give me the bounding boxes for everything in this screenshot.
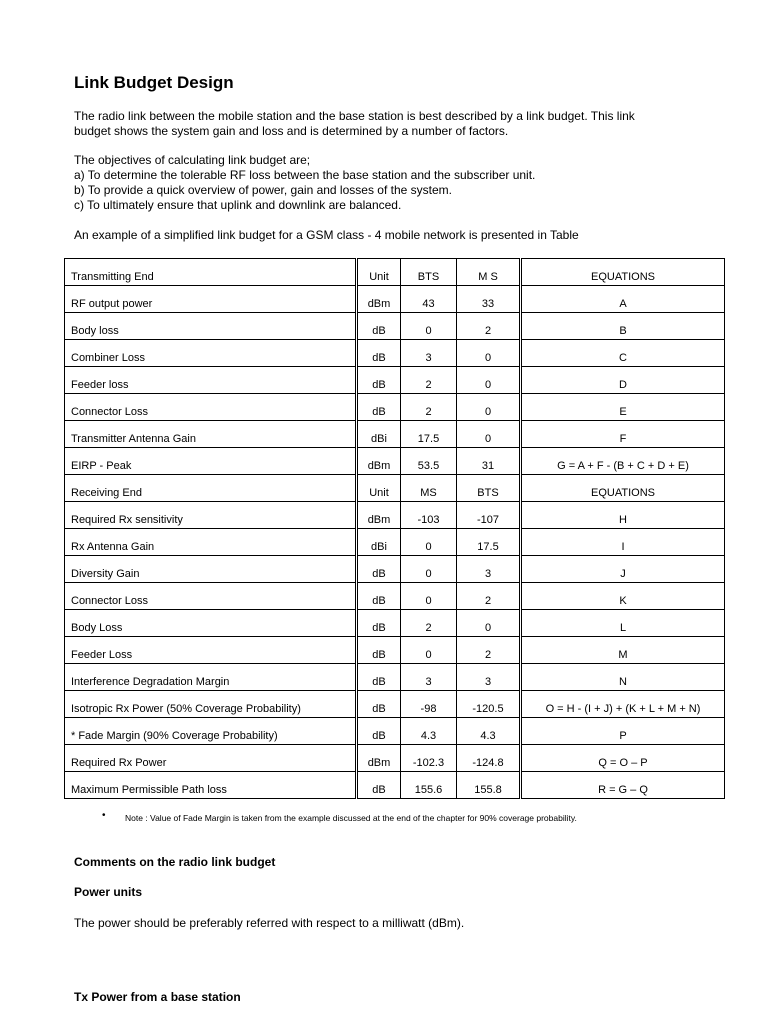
intro-line: budget shows the system gain and loss and is determined by a number of factors. xyxy=(74,124,509,138)
cell-value-2: 0 xyxy=(457,610,521,637)
receiving-header-value-1: MS xyxy=(401,475,457,502)
cell-parameter: RF output power xyxy=(65,286,357,313)
cell-parameter: Required Rx Power xyxy=(65,745,357,772)
intro-paragraph xyxy=(74,109,704,139)
cell-value-1: 0 xyxy=(401,556,457,583)
cell-unit: dB xyxy=(357,664,401,691)
cell-equation: E xyxy=(521,394,725,421)
cell-value-2: 33 xyxy=(457,286,521,313)
table-row xyxy=(65,313,725,340)
cell-parameter: Connector Loss xyxy=(65,394,357,421)
cell-equation: N xyxy=(521,664,725,691)
power-units-text: The power should be preferably referred with respect to a milliwatt (dBm). xyxy=(74,916,465,930)
cell-parameter: Maximum Permissible Path loss xyxy=(65,772,357,799)
cell-unit: dB xyxy=(357,313,401,340)
table-row xyxy=(65,340,725,367)
transmitting-header-row xyxy=(65,259,725,286)
cell-unit: dB xyxy=(357,367,401,394)
table-row xyxy=(65,772,725,799)
cell-equation: Q = O – P xyxy=(521,745,725,772)
cell-value-2: 2 xyxy=(457,313,521,340)
transmitting-header-unit: Unit xyxy=(357,259,401,286)
cell-value-1: 2 xyxy=(401,610,457,637)
table-row xyxy=(65,583,725,610)
cell-value-1: 17.5 xyxy=(401,421,457,448)
receiving-header-value-2: BTS xyxy=(457,475,521,502)
cell-parameter: Isotropic Rx Power (50% Coverage Probability) xyxy=(65,691,357,718)
cell-value-2: 0 xyxy=(457,367,521,394)
cell-equation: D xyxy=(521,367,725,394)
cell-equation: K xyxy=(521,583,725,610)
table-row xyxy=(65,556,725,583)
receiving-header-parameter: Receiving End xyxy=(65,475,357,502)
cell-unit: dB xyxy=(357,583,401,610)
objectives-heading: The objectives of calculating link budget are; xyxy=(74,153,311,167)
cell-value-1: 53.5 xyxy=(401,448,457,475)
page-title: Link Budget Design xyxy=(74,73,234,92)
cell-unit: dBi xyxy=(357,421,401,448)
cell-equation: I xyxy=(521,529,725,556)
objective-item: c) To ultimately ensure that uplink and downlink are balanced. xyxy=(74,198,402,212)
table-row xyxy=(65,394,725,421)
cell-value-1: -103 xyxy=(401,502,457,529)
cell-value-2: 3 xyxy=(457,664,521,691)
cell-equation: P xyxy=(521,718,725,745)
cell-parameter: Required Rx sensitivity xyxy=(65,502,357,529)
cell-equation: C xyxy=(521,340,725,367)
cell-value-2: -107 xyxy=(457,502,521,529)
cell-unit: dB xyxy=(357,718,401,745)
cell-equation: R = G – Q xyxy=(521,772,725,799)
cell-unit: dB xyxy=(357,772,401,799)
cell-equation: B xyxy=(521,313,725,340)
table-row xyxy=(65,691,725,718)
note-text: Note : Value of Fade Margin is taken from the example discussed at the end of the chapter for 90% coverage probability. xyxy=(125,813,577,823)
cell-value-2: 0 xyxy=(457,421,521,448)
cell-parameter: Body loss xyxy=(65,313,357,340)
cell-parameter: Rx Antenna Gain xyxy=(65,529,357,556)
cell-unit: dB xyxy=(357,610,401,637)
objective-item: a) To determine the tolerable RF loss between the base station and the subscriber unit. xyxy=(74,168,536,182)
receiving-header-unit: Unit xyxy=(357,475,401,502)
cell-value-1: 0 xyxy=(401,529,457,556)
cell-value-2: 31 xyxy=(457,448,521,475)
cell-value-1: 3 xyxy=(401,664,457,691)
cell-value-2: 2 xyxy=(457,583,521,610)
objective-item: b) To provide a quick overview of power, gain and losses of the system. xyxy=(74,183,452,197)
transmitting-header-equation: EQUATIONS xyxy=(521,259,725,286)
cell-value-2: 155.8 xyxy=(457,772,521,799)
cell-value-1: 43 xyxy=(401,286,457,313)
cell-parameter: Feeder loss xyxy=(65,367,357,394)
cell-value-1: 3 xyxy=(401,340,457,367)
cell-parameter: Transmitter Antenna Gain xyxy=(65,421,357,448)
cell-value-1: 0 xyxy=(401,583,457,610)
cell-equation: L xyxy=(521,610,725,637)
link-budget-table xyxy=(64,258,725,799)
intro-line: The radio link between the mobile station and the base station is best described by a link budget. This link xyxy=(74,109,635,123)
cell-unit: dBm xyxy=(357,502,401,529)
cell-value-1: -102.3 xyxy=(401,745,457,772)
note-bullet: • xyxy=(102,810,106,821)
cell-parameter: Connector Loss xyxy=(65,583,357,610)
cell-value-2: 2 xyxy=(457,637,521,664)
receiving-header-row xyxy=(65,475,725,502)
cell-value-1: -98 xyxy=(401,691,457,718)
cell-unit: dB xyxy=(357,691,401,718)
table-row xyxy=(65,529,725,556)
table-row xyxy=(65,367,725,394)
table-row xyxy=(65,286,725,313)
cell-parameter: Body Loss xyxy=(65,610,357,637)
cell-equation: H xyxy=(521,502,725,529)
cell-equation: M xyxy=(521,637,725,664)
cell-value-1: 155.6 xyxy=(401,772,457,799)
transmitting-header-value-2: M S xyxy=(457,259,521,286)
cell-value-2: 4.3 xyxy=(457,718,521,745)
table-row xyxy=(65,448,725,475)
cell-equation: G = A + F - (B + C + D + E) xyxy=(521,448,725,475)
cell-parameter: Combiner Loss xyxy=(65,340,357,367)
cell-parameter: Diversity Gain xyxy=(65,556,357,583)
cell-value-1: 0 xyxy=(401,637,457,664)
cell-equation: A xyxy=(521,286,725,313)
example-sentence: An example of a simplified link budget for a GSM class - 4 mobile network is presented in Table xyxy=(74,228,579,242)
cell-value-1: 0 xyxy=(401,313,457,340)
cell-equation: F xyxy=(521,421,725,448)
tx-power-heading: Tx Power from a base station xyxy=(74,990,241,1004)
cell-equation: O = H - (I + J) + (K + L + M + N) xyxy=(521,691,725,718)
cell-value-1: 4.3 xyxy=(401,718,457,745)
cell-value-2: 17.5 xyxy=(457,529,521,556)
cell-unit: dB xyxy=(357,394,401,421)
cell-unit: dBm xyxy=(357,448,401,475)
table-row xyxy=(65,502,725,529)
cell-parameter: EIRP - Peak xyxy=(65,448,357,475)
cell-value-1: 2 xyxy=(401,394,457,421)
cell-value-2: -124.8 xyxy=(457,745,521,772)
cell-equation: J xyxy=(521,556,725,583)
table-row xyxy=(65,610,725,637)
cell-parameter: Interference Degradation Margin xyxy=(65,664,357,691)
transmitting-header-parameter: Transmitting End xyxy=(65,259,357,286)
cell-parameter: Feeder Loss xyxy=(65,637,357,664)
cell-unit: dB xyxy=(357,340,401,367)
cell-parameter: * Fade Margin (90% Coverage Probability) xyxy=(65,718,357,745)
cell-unit: dBm xyxy=(357,745,401,772)
objectives-paragraph xyxy=(74,153,704,213)
receiving-header-equation: EQUATIONS xyxy=(521,475,725,502)
transmitting-header-value-1: BTS xyxy=(401,259,457,286)
cell-value-1: 2 xyxy=(401,367,457,394)
cell-unit: dBi xyxy=(357,529,401,556)
table-row xyxy=(65,637,725,664)
cell-unit: dB xyxy=(357,637,401,664)
comments-heading: Comments on the radio link budget xyxy=(74,855,276,869)
table-row xyxy=(65,421,725,448)
cell-unit: dB xyxy=(357,556,401,583)
table-row xyxy=(65,718,725,745)
cell-value-2: 0 xyxy=(457,340,521,367)
cell-value-2: 0 xyxy=(457,394,521,421)
cell-value-2: 3 xyxy=(457,556,521,583)
cell-value-2: -120.5 xyxy=(457,691,521,718)
cell-unit: dBm xyxy=(357,286,401,313)
power-units-heading: Power units xyxy=(74,885,143,899)
table-row xyxy=(65,745,725,772)
table-row xyxy=(65,664,725,691)
